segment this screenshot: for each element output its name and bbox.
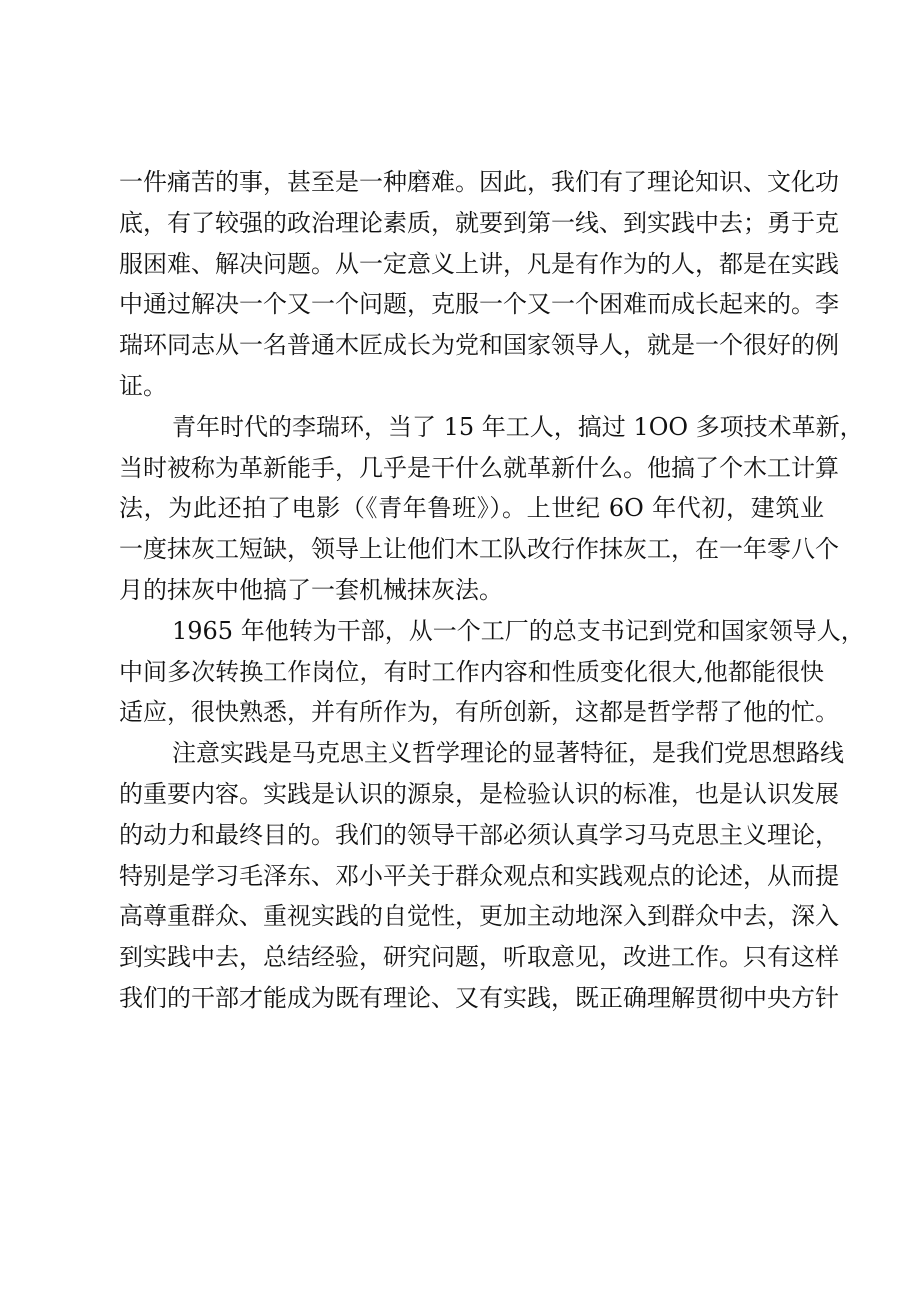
text-line: 瑞环同志从一名普通木匠成长为党和国家领导人，就是一个很好的例 <box>119 331 839 360</box>
text-line: 1965 年他转为干部，从一个工厂的总支书记到党和国家领导人， <box>172 616 865 645</box>
text-line: 当时被称为革新能手，几乎是干什么就革新什么。他搞了个木工计算 <box>119 453 839 482</box>
text-line: 青年时代的李瑞环，当了 15 年工人，搞过 1OO 多项技术革新， <box>172 412 864 441</box>
text-line: 的动力和最终目的。我们的领导干部必须认真学习马克思主义理论， <box>119 820 839 849</box>
text-line: 的重要内容。实践是认识的源泉，是检验认识的标准，也是认识发展 <box>119 779 839 808</box>
text-line: 适应，很快熟悉，并有所作为，有所创新，这都是哲学帮了他的忙。 <box>119 698 839 727</box>
paragraph-4 <box>119 733 844 1019</box>
text-line: 到实践中去，总结经验，研究问题，听取意见，改进工作。只有这样 <box>119 943 839 972</box>
text-line: 中通过解决一个又一个问题，克服一个又一个困难而成长起来的。李 <box>119 290 839 319</box>
text-line: 证。 <box>119 371 167 400</box>
text-line: 一度抹灰工短缺，领导上让他们木工队改行作抹灰工，在一年零八个 <box>119 535 839 564</box>
text-line: 一件痛苦的事，甚至是一种磨难。因此，我们有了理论知识、文化功 <box>119 168 839 196</box>
text-line: 特别是学习毛泽东、邓小平关于群众观点和实践观点的论述，从而提 <box>119 861 839 890</box>
text-line: 中间多次转换工作岗位，有时工作内容和性质变化很大,他都能很快 <box>119 657 824 686</box>
paragraph-3 <box>119 611 865 733</box>
text-line: 高尊重群众、重视实践的自觉性，更加主动地深入到群众中去，深入 <box>119 902 839 931</box>
text-line: 月的抹灰中他搞了一套机械抹灰法。 <box>119 575 503 604</box>
text-line: 法，为此还拍了电影（《青年鲁班》）。上世纪 6O 年代初，建筑业 <box>119 494 824 523</box>
text-line: 服困难、解决问题。从一定意义上讲，凡是有作为的人，都是在实践 <box>119 249 839 278</box>
text-line: 注意实践是马克思主义哲学理论的显著特征，是我们党思想路线 <box>172 739 844 768</box>
document-body <box>119 162 865 1019</box>
paragraph-2 <box>119 407 864 611</box>
text-line: 我们的干部才能成为既有理论、又有实践，既正确理解贯彻中央方针 <box>119 983 839 1012</box>
paragraph-1 <box>119 162 839 407</box>
text-line: 底，有了较强的政治理论素质，就要到第一线、到实践中去；勇于克 <box>119 208 839 237</box>
